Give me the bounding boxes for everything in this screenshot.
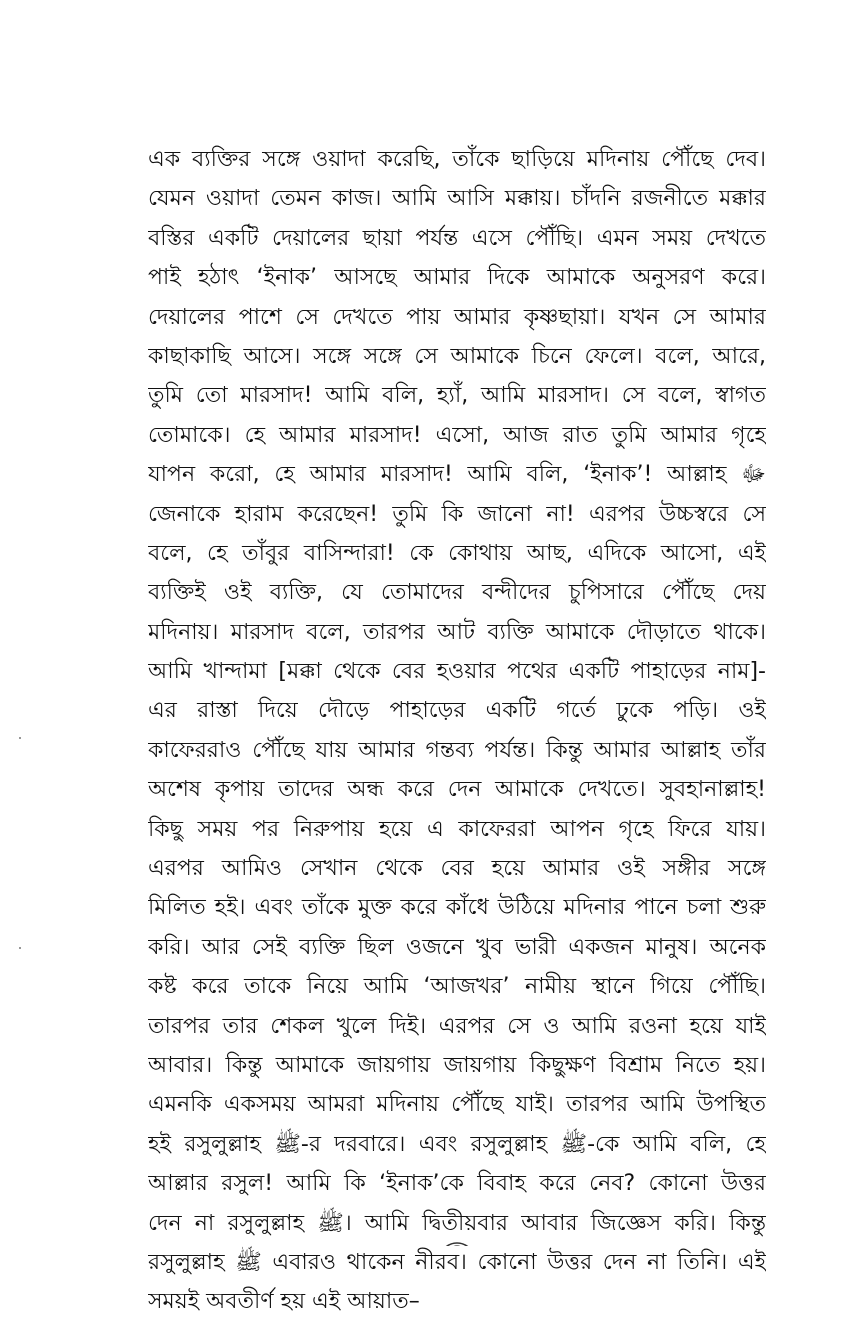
text-line-13: মদিনায়। মারসাদ বলে, তারপর আট ব্যক্তি আমাকে দৌড়াতে থাকে।	[148, 619, 766, 645]
text-line-26: হই রসুলুল্লাহ ﷺ-র দরবারে। এবং রসুলুল্লাহ ﷺ-কে আমি বলি, হে	[148, 1131, 766, 1157]
text-line-22: কষ্ট করে তাকে নিয়ে আমি ‘আজখর’ নামীয় স্থানে গিয়ে পৌঁছি।	[148, 974, 766, 1000]
text-line-6: কাছাকাছি আসে। সঙ্গে সঙ্গে সে আমাকে চিনে ফেলে। বলে, আরে,	[148, 343, 766, 369]
text-line-17: অশেষ কৃপায় তাদের অন্ধ করে দেন আমাকে দেখতে। সুবহানাল্লাহ!	[148, 777, 766, 803]
text-line-7: তুমি তো মারসাদ! আমি বলি, হ্যাঁ, আমি মারসাদ। সে বলে, স্বাগত	[148, 383, 766, 409]
page-footer-ornament-icon	[440, 1236, 474, 1246]
text-line-24: আবার। কিন্তু আমাকে জায়গায় জায়গায় কিছুক্ষণ বিশ্রাম নিতে হয়।	[148, 1052, 766, 1078]
text-line-15: এর রাস্তা দিয়ে দৌড়ে পাহাড়ের একটি গর্তে ঢুকে পড়ি। ওই	[148, 698, 766, 724]
text-line-2: যেমন ওয়াদা তেমন কাজ। আমি আসি মক্কায়। চাঁদনি রজনীতে মক্কার	[148, 186, 766, 212]
text-line-4: পাই হঠাৎ ‘ইনাক’ আসছে আমার দিকে আমাকে অনুসরণ করে।	[148, 265, 766, 291]
text-line-3: বস্তির একটি দেয়ালের ছায়া পর্যন্ত এসে পৌঁছি। এমন সময় দেখতে	[148, 225, 766, 251]
body-text	[148, 140, 766, 1322]
text-line-1: এক ব্যক্তির সঙ্গে ওয়াদা করেছি, তাঁকে ছাড়িয়ে মদিনায় পৌঁছে দেব।	[148, 147, 766, 172]
text-line-9: যাপন করো, হে আমার মারসাদ! আমি বলি, ‘ইনাক’! আল্লাহ ﷻ	[148, 462, 766, 488]
text-line-19: এরপর আমিও সেখান থেকে বের হয়ে আমার ওই সঙ্গীর সঙ্গে	[148, 856, 766, 882]
text-line-8: তোমাকে। হে আমার মারসাদ! এসো, আজ রাত তুমি আমার গৃহে	[148, 422, 766, 448]
text-line-5: দেয়ালের পাশে সে দেখতে পায় আমার কৃষ্ণছায়া। যখন সে আমার	[148, 304, 766, 330]
text-line-10: জেনাকে হারাম করেছেন! তুমি কি জানো না! এরপর উচ্চস্বরে সে	[148, 501, 766, 527]
text-line-25: এমনকি একসময় আমরা মদিনায় পৌঁছে যাই। তারপর আমি উপস্থিত	[148, 1092, 766, 1118]
scan-speck	[19, 737, 21, 739]
text-line-12: ব্যক্তিই ওই ব্যক্তি, যে তোমাদের বন্দীদের চুপিসারে পৌঁছে দেয়	[148, 580, 766, 606]
text-line-29: রসুলুল্লাহ ﷺ এবারও থাকেন নীরব। কোনো উত্তর দেন না তিনি। এই	[148, 1249, 766, 1275]
scan-speck	[19, 947, 21, 949]
text-line-23: তারপর তার শেকল খুলে দিই। এরপর সে ও আমি রওনা হয়ে যাই	[148, 1013, 766, 1039]
text-line-16: কাফেররাও পৌঁছে যায় আমার গন্তব্য পর্যন্ত। কিন্তু আমার আল্লাহ তাঁর	[148, 737, 766, 763]
text-line-11: বলে, হে তাঁবুর বাসিন্দারা! কে কোথায় আছ, এদিকে আসো, এই	[148, 540, 766, 566]
text-line-18: কিছু সময় পর নিরুপায় হয়ে এ কাফেররা আপন গৃহে ফিরে যায়।	[148, 816, 766, 842]
text-line-28: দেন না রসুলুল্লাহ ﷺ। আমি দ্বিতীয়বার আবার জিজ্ঞেস করি। কিন্তু	[148, 1210, 766, 1236]
text-line-14: আমি খান্দামা [মক্কা থেকে বের হওয়ার পথের একটি পাহাড়ের নাম]-	[148, 659, 766, 685]
text-line-20: মিলিত হই। এবং তাঁকে মুক্ত করে কাঁধে উঠিয়ে মদিনার পানে চলা শুরু	[148, 895, 766, 921]
text-line-21: করি। আর সেই ব্যক্তি ছিল ওজনে খুব ভারী একজন মানুষ। অনেক	[148, 934, 766, 960]
text-line-30: সময়ই অবতীর্ণ হয় এই আয়াত–	[148, 1289, 420, 1315]
text-line-27: আল্লার রসুল! আমি কি ‘ইনাক’কে বিবাহ করে নেব? কোনো উত্তর	[148, 1171, 766, 1197]
